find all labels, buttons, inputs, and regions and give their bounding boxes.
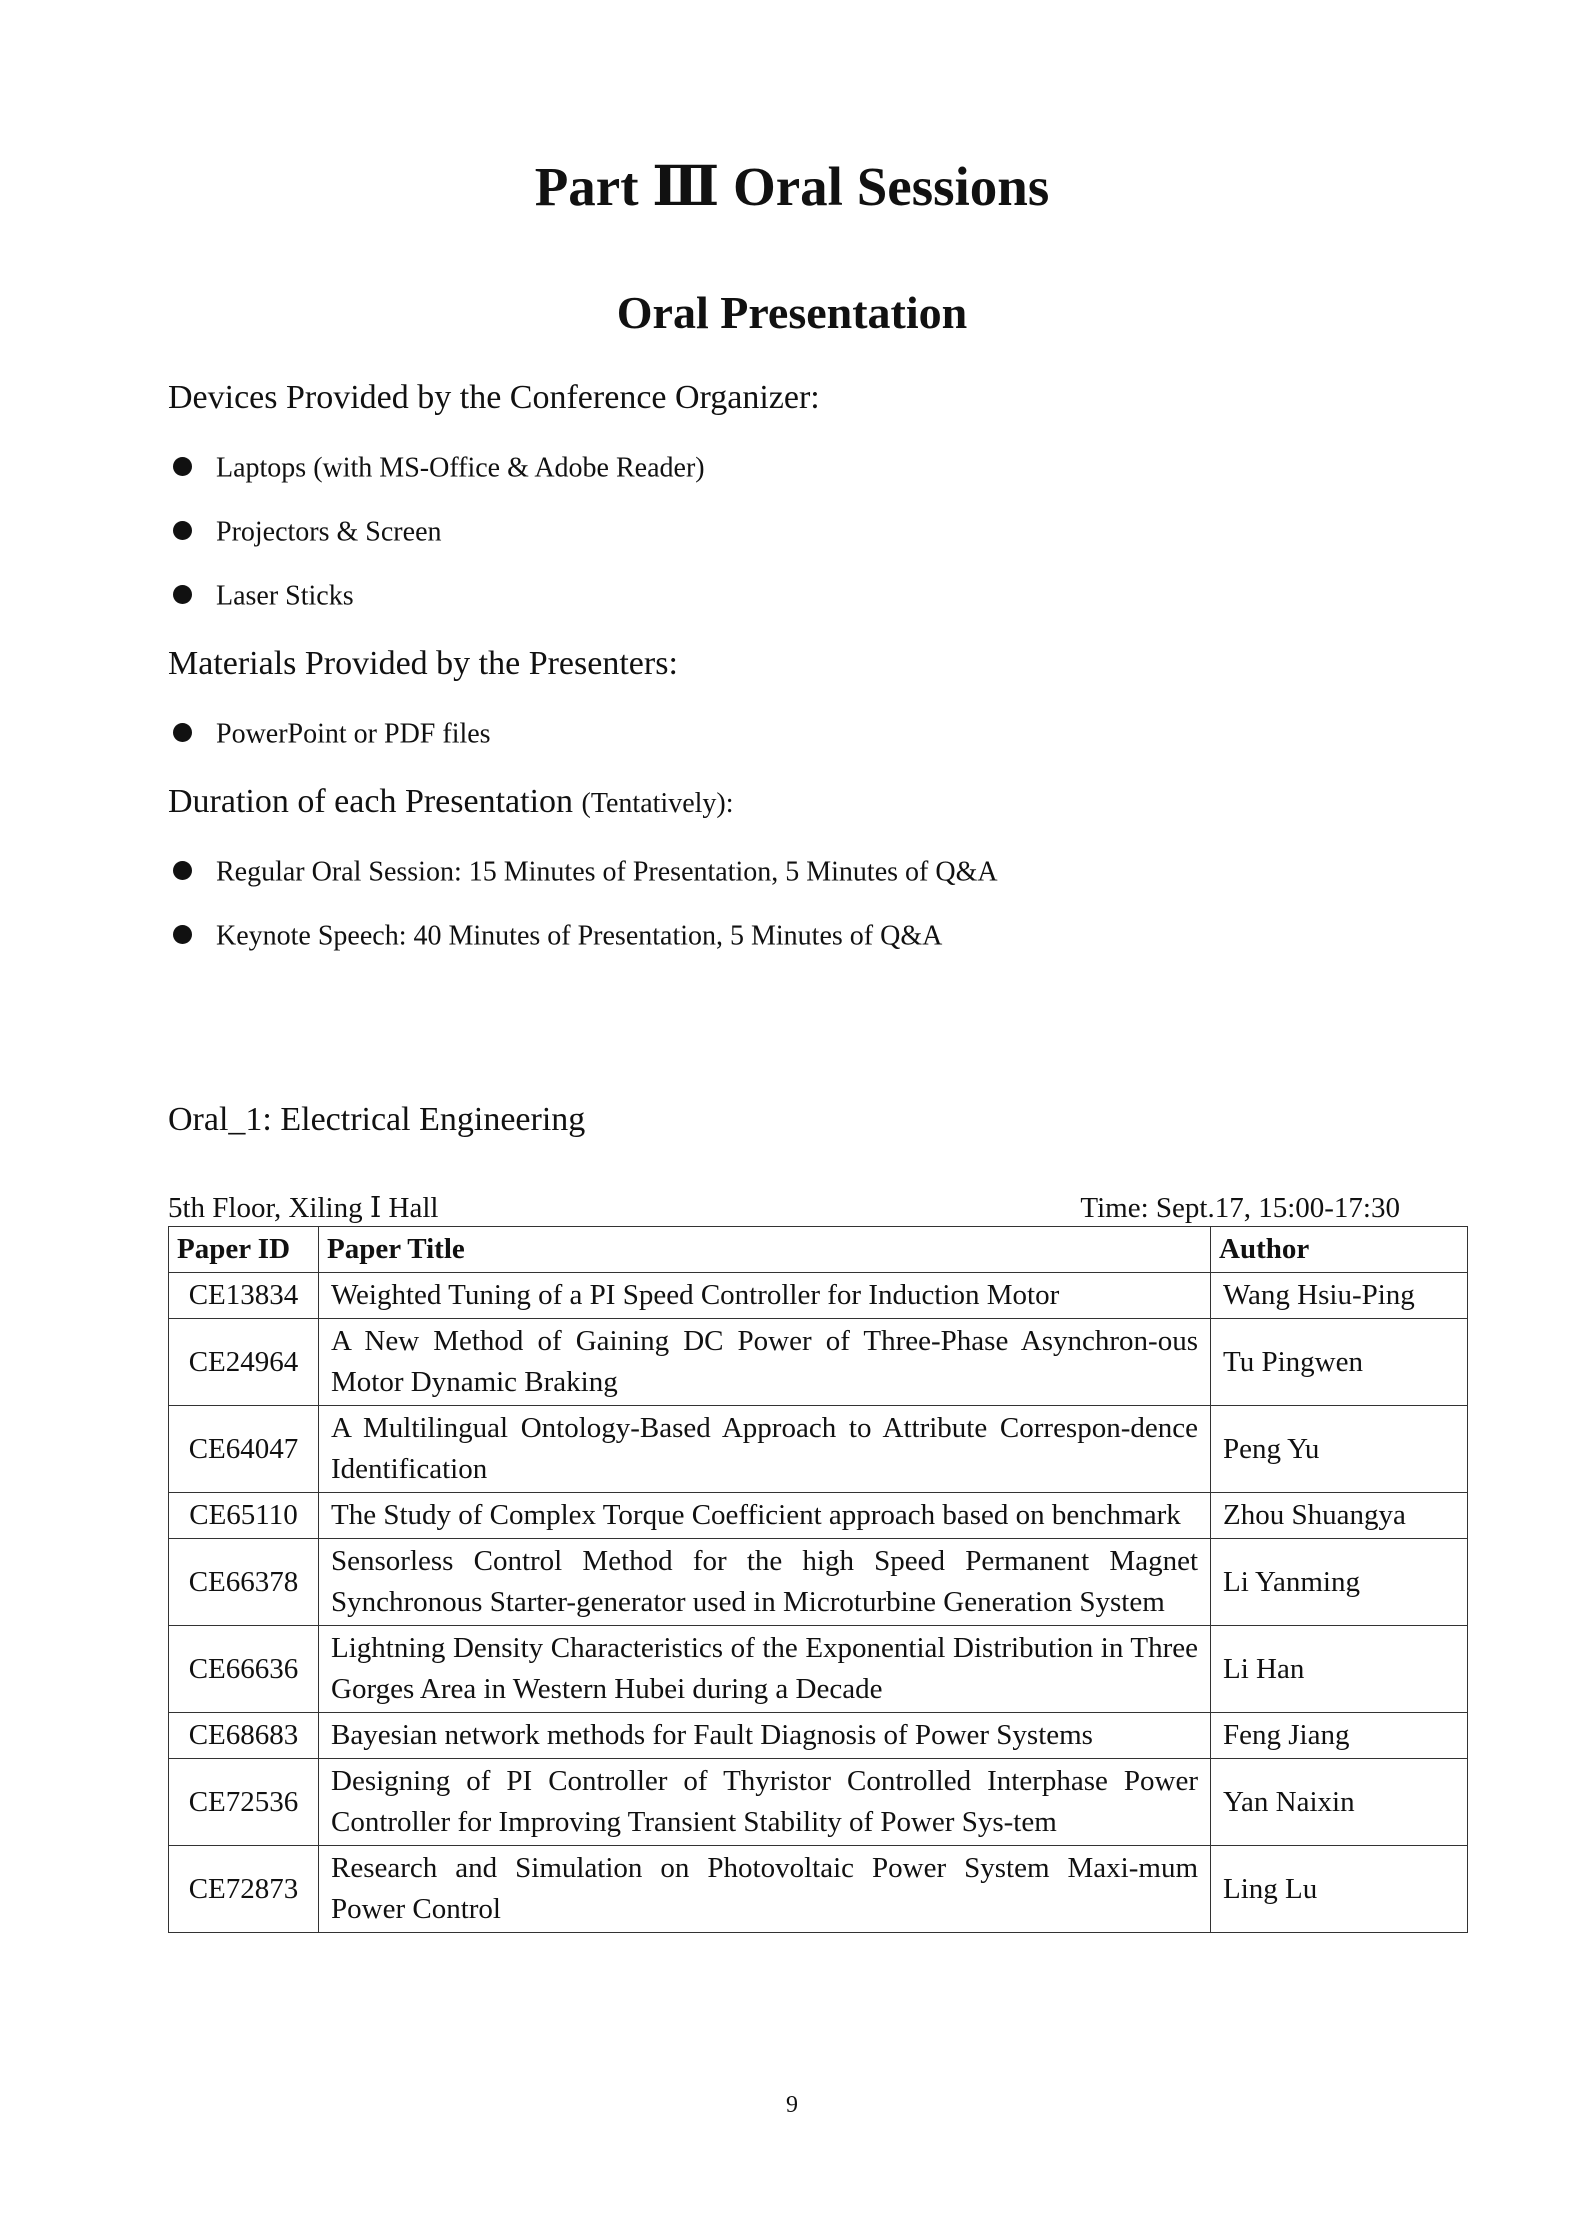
table-row bbox=[169, 1319, 1468, 1406]
table-row bbox=[169, 1273, 1468, 1319]
paper-author: Ling Lu bbox=[1211, 1846, 1468, 1933]
paper-title: A New Method of Gaining DC Power of Three-Phase Asynchron-ous Motor Dynamic Braking bbox=[319, 1319, 1211, 1406]
bullet-item bbox=[168, 447, 705, 487]
paper-id: CE66378 bbox=[169, 1539, 319, 1626]
paper-author: Li Yanming bbox=[1211, 1539, 1468, 1626]
paper-author: Zhou Shuangya bbox=[1211, 1493, 1468, 1539]
paper-title: Designing of PI Controller of Thyristor Controlled Interphase Power Controller for Improving Transient Stability of Power Sys-tem bbox=[319, 1759, 1211, 1846]
bullet-text: Laptops (with MS-Office & Adobe Reader) bbox=[216, 452, 705, 484]
papers-table bbox=[168, 1226, 1468, 1933]
bullet-text: Regular Oral Session: 15 Minutes of Presentation, 5 Minutes of Q&A bbox=[216, 856, 998, 888]
section-title: Oral Presentation bbox=[616, 287, 968, 338]
session-time: Time: Sept.17, 15:00-17:30 bbox=[1080, 1192, 1400, 1224]
paper-author: Yan Naixin bbox=[1211, 1759, 1468, 1846]
paper-id: CE72873 bbox=[169, 1846, 319, 1933]
paper-id: CE64047 bbox=[169, 1406, 319, 1493]
bullet-text: PowerPoint or PDF files bbox=[216, 718, 491, 750]
bullet-icon bbox=[173, 521, 192, 540]
session-heading: Oral_1: Electrical Engineering bbox=[168, 1101, 586, 1138]
paper-author: Tu Pingwen bbox=[1211, 1319, 1468, 1406]
paper-title: A Multilingual Ontology-Based Approach to Attribute Correspon-dence Identification bbox=[319, 1406, 1211, 1493]
bullet-icon bbox=[173, 457, 192, 476]
bullet-item bbox=[168, 575, 354, 615]
table-row bbox=[169, 1713, 1468, 1759]
paper-id: CE68683 bbox=[169, 1713, 319, 1759]
paper-title: Lightning Density Characteristics of the Exponential Distribution in Three Gorges Area in Western Hubei during a Decade bbox=[319, 1626, 1211, 1713]
header-paper-title: Paper Title bbox=[319, 1227, 1211, 1273]
paper-author: Li Han bbox=[1211, 1626, 1468, 1713]
paper-id: CE24964 bbox=[169, 1319, 319, 1406]
bullet-item bbox=[168, 851, 998, 891]
materials-heading: Materials Provided by the Presenters: bbox=[168, 645, 678, 682]
paper-id: CE66636 bbox=[169, 1626, 319, 1713]
table-row bbox=[169, 1846, 1468, 1933]
bullet-text: Keynote Speech: 40 Minutes of Presentation, 5 Minutes of Q&A bbox=[216, 920, 943, 952]
page-title: Part Ⅲ Oral Sessions bbox=[534, 156, 1050, 217]
table-row bbox=[169, 1539, 1468, 1626]
table-row bbox=[169, 1406, 1468, 1493]
paper-id: CE13834 bbox=[169, 1273, 319, 1319]
paper-author: Feng Jiang bbox=[1211, 1713, 1468, 1759]
bullet-icon bbox=[173, 585, 192, 604]
bullet-text: Projectors & Screen bbox=[216, 516, 442, 548]
table-row bbox=[169, 1759, 1468, 1846]
devices-heading: Devices Provided by the Conference Organizer: bbox=[168, 379, 820, 416]
header-paper-id: Paper ID bbox=[169, 1227, 319, 1273]
paper-id: CE65110 bbox=[169, 1493, 319, 1539]
bullet-item bbox=[168, 713, 491, 753]
paper-title: The Study of Complex Torque Coefficient approach based on benchmark bbox=[319, 1493, 1211, 1539]
bullet-item bbox=[168, 915, 942, 955]
paper-title: Bayesian network methods for Fault Diagnosis of Power Systems bbox=[319, 1713, 1211, 1759]
duration-heading bbox=[168, 780, 734, 826]
table-row bbox=[169, 1626, 1468, 1713]
paper-author: Peng Yu bbox=[1211, 1406, 1468, 1493]
bullet-icon bbox=[173, 925, 192, 944]
header-author: Author bbox=[1211, 1227, 1468, 1273]
session-meta bbox=[168, 1189, 1466, 1227]
bullet-text: Laser Sticks bbox=[216, 580, 354, 612]
paper-title: Research and Simulation on Photovoltaic Power System Maxi-mum Power Control bbox=[319, 1846, 1211, 1933]
paper-author: Wang Hsiu-Ping bbox=[1211, 1273, 1468, 1319]
paper-id: CE72536 bbox=[169, 1759, 319, 1846]
bullet-item bbox=[168, 511, 442, 551]
session-location: 5th Floor, Xiling Ⅰ Hall bbox=[168, 1192, 439, 1224]
page-number: 9 bbox=[786, 2092, 798, 2118]
bullet-icon bbox=[173, 723, 192, 742]
bullet-icon bbox=[173, 861, 192, 880]
duration-heading-note: (Tentatively): bbox=[581, 788, 734, 819]
paper-title: Weighted Tuning of a PI Speed Controller for Induction Motor bbox=[319, 1273, 1211, 1319]
duration-heading-text: Duration of each Presentation bbox=[168, 783, 574, 820]
table-header-row bbox=[169, 1227, 1468, 1273]
paper-title: Sensorless Control Method for the high Speed Permanent Magnet Synchronous Starter-generator used in Microturbine Generation System bbox=[319, 1539, 1211, 1626]
table-row bbox=[169, 1493, 1468, 1539]
